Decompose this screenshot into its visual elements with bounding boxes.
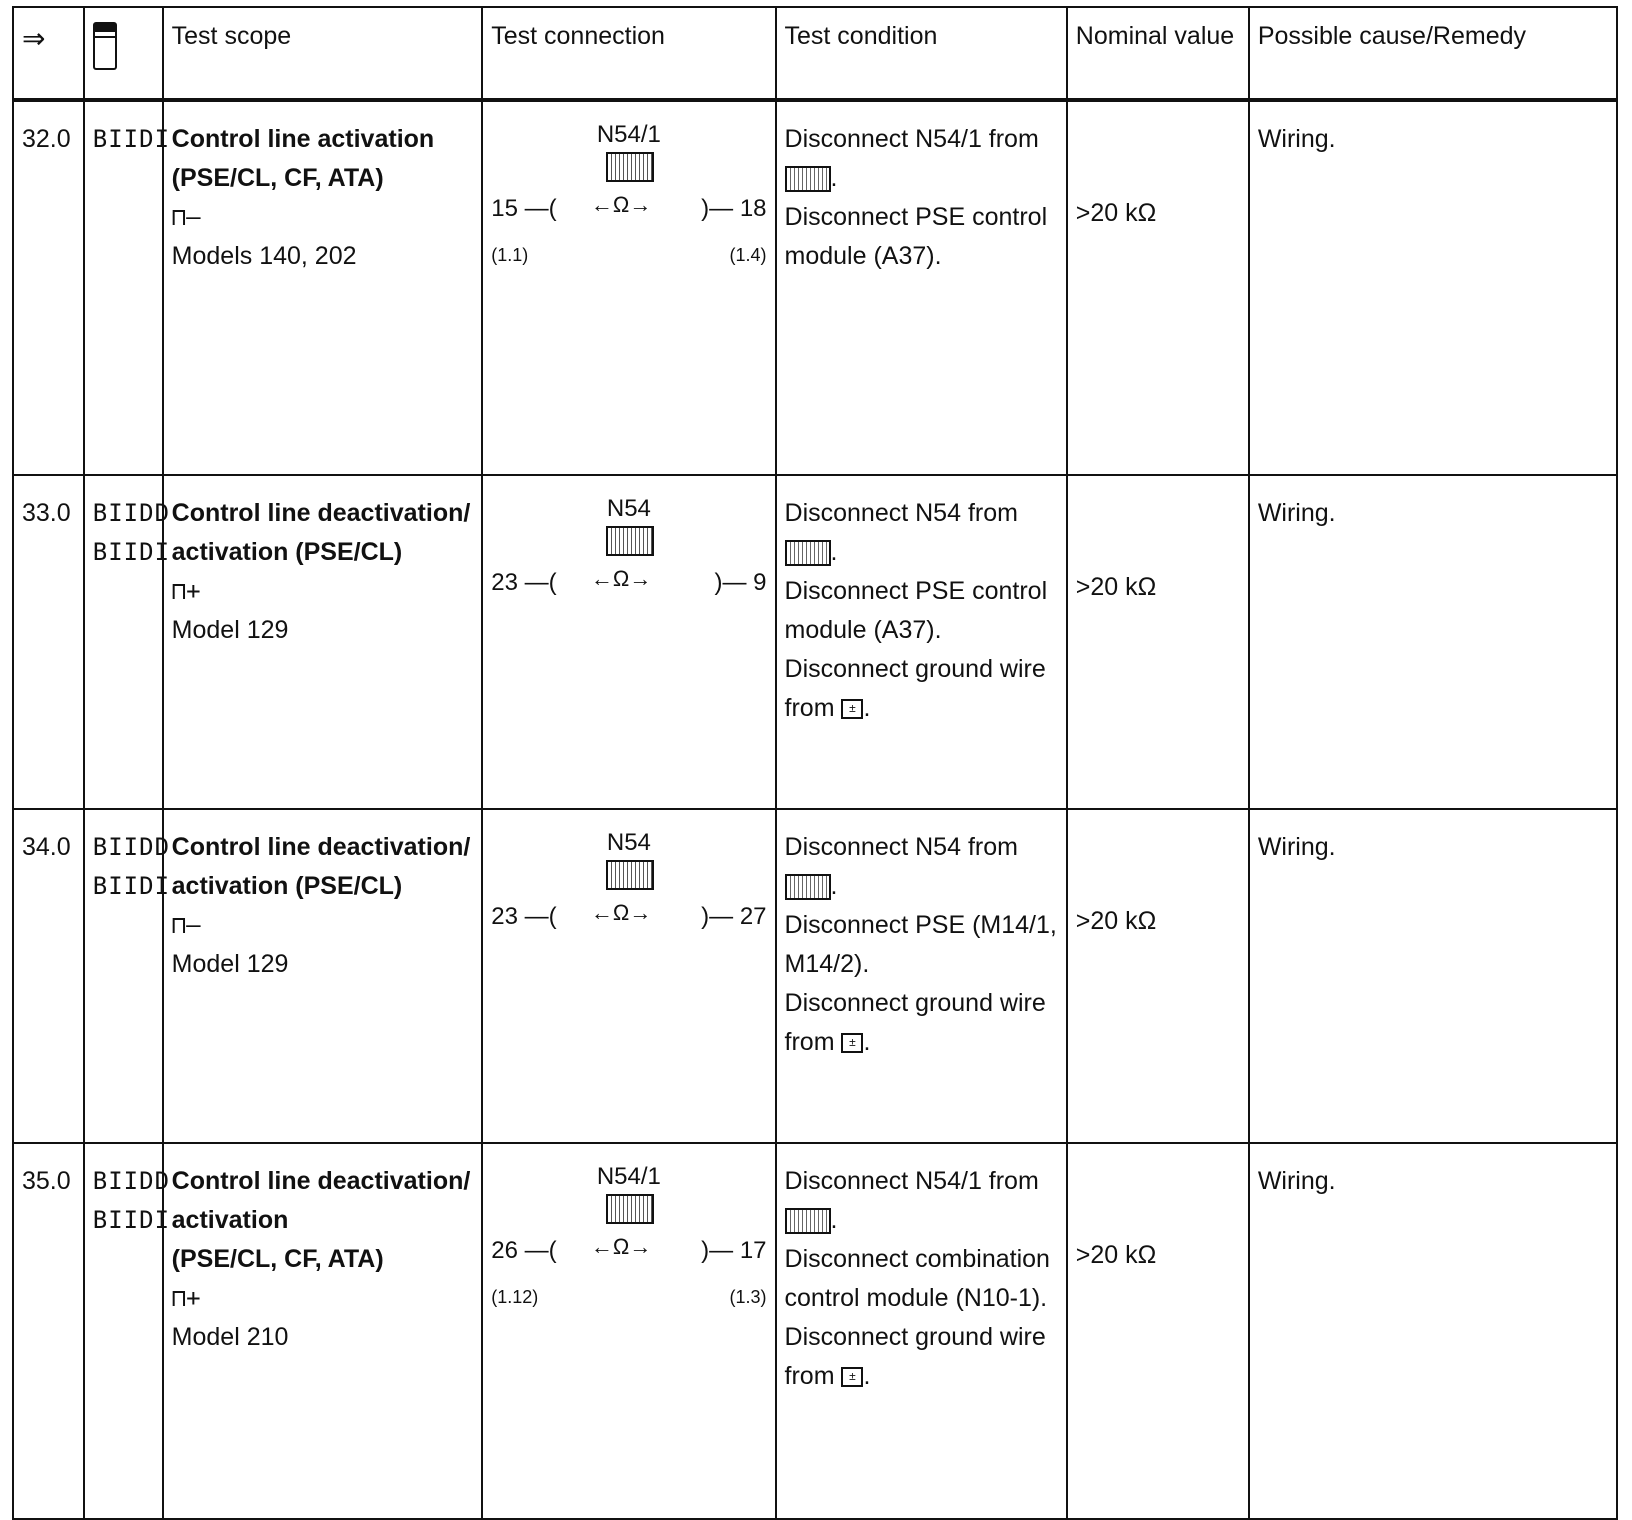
nominal-value: >20 kΩ (1067, 100, 1249, 475)
connector-box-icon (785, 1208, 831, 1234)
test-connection: N54 23 —( ←Ω→ )— 27 (482, 809, 775, 1143)
test-condition: Disconnect N54/1 from . Disconnect combination control module (N10-1). Disconnect ground wire from ± . (776, 1143, 1067, 1519)
test-connection: N54/1 15 —( ←Ω→ )— 18 (1.1) (1.4) (482, 100, 775, 475)
ohmmeter-icon: ←Ω→ (590, 192, 652, 217)
table-row (13, 100, 1617, 475)
connector-box-icon (785, 166, 831, 192)
header-arrow: ⇒ (13, 7, 84, 100)
test-scope: Control line deactivation/ activation (PSE/CL) ⊓– Model 129 (163, 809, 483, 1143)
fault-codes: BIIDI (84, 100, 163, 475)
test-scope: Control line activation (PSE/CL, CF, ATA) ⊓– Models 140, 202 (163, 100, 483, 475)
test-condition: Disconnect N54 from . Disconnect PSE (M14/1, M14/2). Disconnect ground wire from ± . (776, 809, 1067, 1143)
tester-device-icon (93, 22, 117, 70)
test-condition: Disconnect N54/1 from . Disconnect PSE control module (A37). (776, 100, 1067, 475)
ohmmeter-icon: ←Ω→ (590, 566, 652, 591)
battery-icon: ± (841, 1367, 863, 1387)
step-number: 35.0 (13, 1143, 84, 1519)
possible-cause: Wiring. (1249, 1143, 1617, 1519)
step-number: 33.0 (13, 475, 84, 809)
step-number: 32.0 (13, 100, 84, 475)
battery-icon: ± (841, 1033, 863, 1053)
header-device (84, 7, 163, 100)
header-test-connection: Test connection (482, 7, 775, 100)
battery-icon: ± (841, 699, 863, 719)
header-test-condition: Test condition (776, 7, 1067, 100)
ohmmeter-icon: ←Ω→ (590, 900, 652, 925)
fault-codes: BIIDD BIIDI (84, 809, 163, 1143)
nominal-value: >20 kΩ (1067, 1143, 1249, 1519)
nominal-value: >20 kΩ (1067, 809, 1249, 1143)
test-table (12, 6, 1618, 1520)
test-scope: Control line deactivation/ activation (PSE/CL) ⊓+ Model 129 (163, 475, 483, 809)
connector-box-icon (785, 874, 831, 900)
possible-cause: Wiring. (1249, 100, 1617, 475)
nominal-value: >20 kΩ (1067, 475, 1249, 809)
table-row (13, 1143, 1617, 1519)
fault-codes: BIIDD BIIDI (84, 475, 163, 809)
connector-box-icon (606, 860, 654, 890)
connector-box-icon (606, 526, 654, 556)
possible-cause: Wiring. (1249, 475, 1617, 809)
test-connection: N54/1 26 —( ←Ω→ )— 17 (1.12) (1.3) (482, 1143, 775, 1519)
header-nominal-value: Nominal value (1067, 7, 1249, 100)
table-row (13, 809, 1617, 1143)
test-table-sheet (12, 6, 1618, 1390)
test-scope: Control line deactivation/ activation (PSE/CL, CF, ATA) ⊓+ Model 210 (163, 1143, 483, 1519)
possible-cause: Wiring. (1249, 809, 1617, 1143)
connector-box-icon (606, 1194, 654, 1224)
test-connection: N54 23 —( ←Ω→ )— 9 (482, 475, 775, 809)
header-row (13, 7, 1617, 100)
header-possible-cause: Possible cause/Remedy (1249, 7, 1617, 100)
fault-codes: BIIDD BIIDI (84, 1143, 163, 1519)
step-number: 34.0 (13, 809, 84, 1143)
table-row (13, 475, 1617, 809)
ohmmeter-icon: ←Ω→ (590, 1234, 652, 1259)
header-test-scope: Test scope (163, 7, 483, 100)
connector-box-icon (785, 540, 831, 566)
connector-box-icon (606, 152, 654, 182)
test-condition: Disconnect N54 from . Disconnect PSE control module (A37). Disconnect ground wire from ± . (776, 475, 1067, 809)
